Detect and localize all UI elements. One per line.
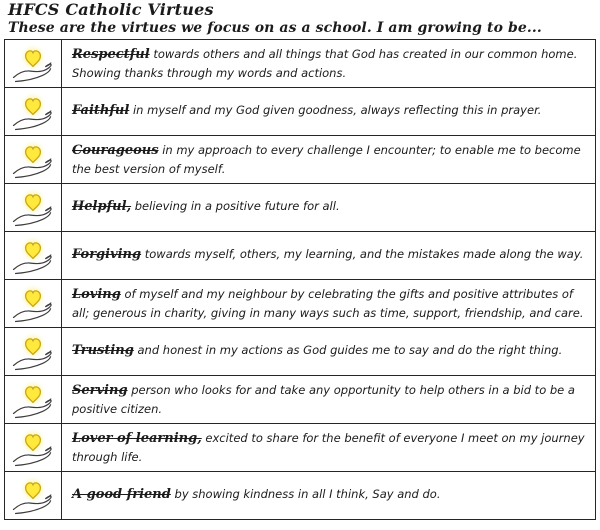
hand-holding-heart-icon xyxy=(10,236,56,278)
virtue-text-cell xyxy=(62,376,596,424)
virtue-description: in my approach to every challenge I encounter; to enable me to become the best version of myself. xyxy=(72,142,581,176)
virtue-description: towards others and all things that God has created in our common home. Showing thanks through my words and actions. xyxy=(72,46,578,80)
virtue-text-cell xyxy=(62,232,596,280)
hand-holding-heart-icon xyxy=(10,380,56,422)
virtue-description: person who looks for and take any opportunity to help others in a bid to be a positive citizen. xyxy=(72,382,575,416)
icon-cell xyxy=(5,328,62,376)
virtue-name: Loving xyxy=(72,286,121,302)
virtue-text-cell xyxy=(62,184,596,232)
virtue-name: Courageous xyxy=(72,142,159,158)
virtue-text-cell xyxy=(62,136,596,184)
virtue-text-cell xyxy=(62,424,596,472)
table-row xyxy=(5,40,596,88)
table-row xyxy=(5,232,596,280)
icon-cell xyxy=(5,232,62,280)
virtue-name: Serving xyxy=(72,382,128,398)
icon-cell xyxy=(5,136,62,184)
virtue-description: and honest in my actions as God guides me to say and do the right thing. xyxy=(133,343,563,358)
table-row xyxy=(5,376,596,424)
virtue-text-cell xyxy=(62,280,596,328)
virtue-text-cell xyxy=(62,88,596,136)
table-row xyxy=(5,136,596,184)
virtue-description: towards myself, others, my learning, and the mistakes made along the way. xyxy=(141,247,584,262)
hand-holding-heart-icon xyxy=(10,188,56,230)
virtues-table xyxy=(4,39,596,520)
virtue-name: Trusting xyxy=(72,343,134,359)
icon-cell xyxy=(5,184,62,232)
hand-holding-heart-icon xyxy=(10,332,56,374)
icon-cell xyxy=(5,472,62,520)
hand-holding-heart-icon xyxy=(10,428,56,470)
hand-holding-heart-icon xyxy=(10,92,56,134)
virtue-name: Respectful xyxy=(72,46,150,62)
table-row xyxy=(5,280,596,328)
table-row xyxy=(5,184,596,232)
virtue-description: of myself and my neighbour by celebrating the gifts and positive attributes of all; generous in charity, giving in many ways such as time, support, friendship, and care. xyxy=(72,286,584,320)
icon-cell xyxy=(5,376,62,424)
table-row xyxy=(5,472,596,520)
virtue-text-cell xyxy=(62,40,596,88)
virtue-name: Forgiving xyxy=(72,247,142,263)
hand-holding-heart-icon xyxy=(10,140,56,182)
virtue-text-cell xyxy=(62,472,596,520)
icon-cell xyxy=(5,280,62,328)
icon-cell xyxy=(5,40,62,88)
table-row xyxy=(5,88,596,136)
table-row xyxy=(5,424,596,472)
virtue-text-cell xyxy=(62,328,596,376)
table-row xyxy=(5,328,596,376)
hand-holding-heart-icon xyxy=(10,476,56,518)
virtue-name: Faithful xyxy=(72,103,130,119)
virtue-description: excited to share for the benefit of everyone I meet on my journey through life. xyxy=(72,430,585,464)
hand-holding-heart-icon xyxy=(10,44,56,86)
icon-cell xyxy=(5,424,62,472)
virtue-name: Lover of learning, xyxy=(72,430,202,446)
page-title: HFCS Catholic Virtues xyxy=(8,0,214,19)
virtue-description: by showing kindness in all I think, Say and do. xyxy=(170,487,441,502)
virtue-name: Helpful, xyxy=(72,199,132,215)
page-subtitle: These are the virtues we focus on as a school. I am growing to be... xyxy=(8,20,542,36)
virtue-description: believing in a positive future for all. xyxy=(131,199,340,214)
hand-holding-heart-icon xyxy=(10,284,56,326)
virtue-name: A good friend xyxy=(72,487,171,503)
virtue-description: in myself and my God given goodness, always reflecting this in prayer. xyxy=(129,103,542,118)
icon-cell xyxy=(5,88,62,136)
